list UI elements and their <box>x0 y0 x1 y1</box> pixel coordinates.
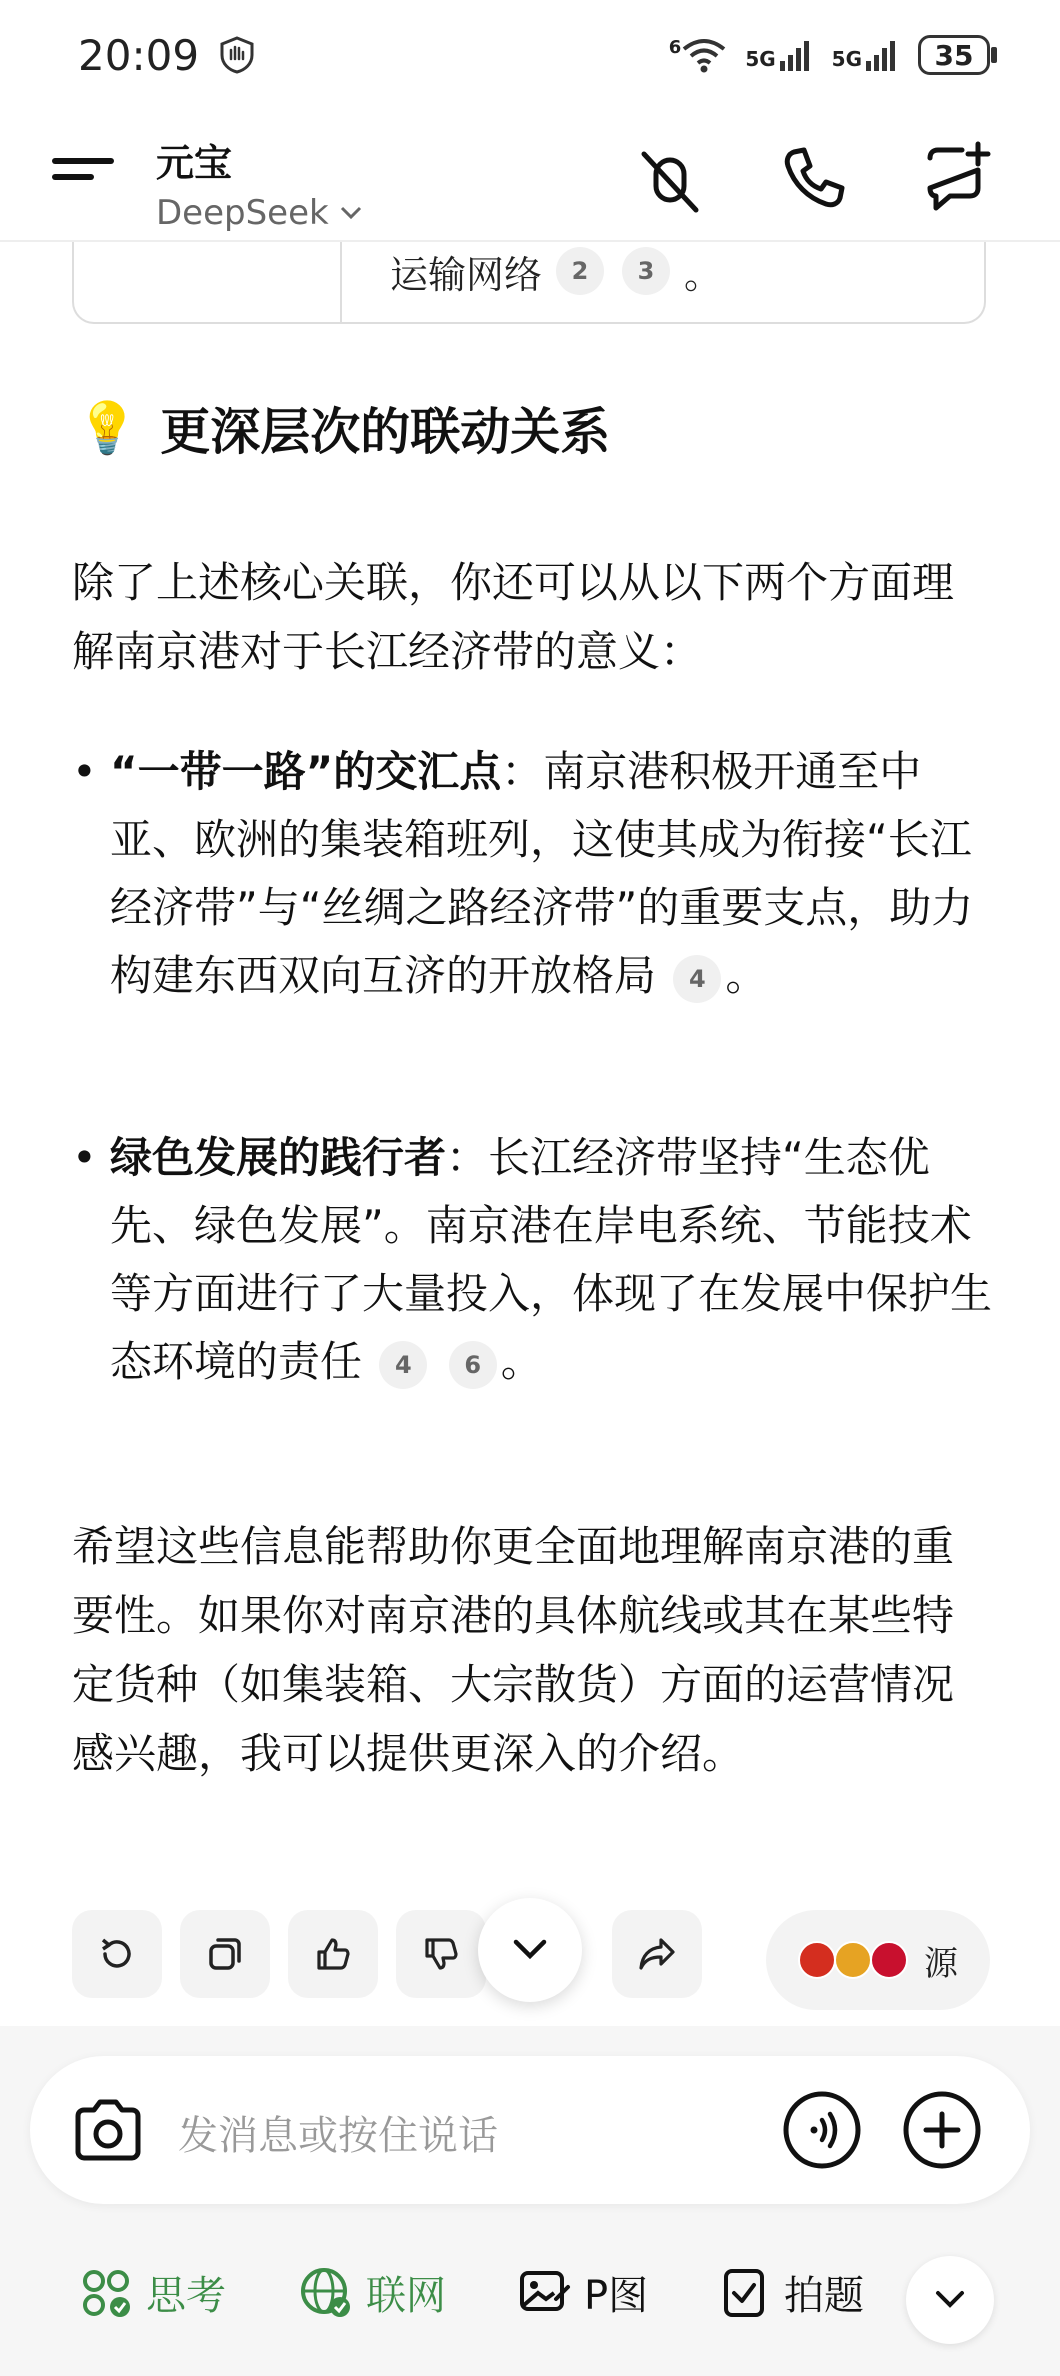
tool-bar <box>0 2248 1060 2358</box>
hand-shield-icon <box>217 35 257 75</box>
bullet-text: 长江经济带坚持“生态优先、绿色发展”。南京港在岸电系统、节能技术等方面进行了大量投入，体现了在发展中保护生态环境的责任 <box>110 1133 993 1386</box>
photo-question-icon <box>716 2265 772 2321</box>
bullet-title: 绿色发展的践行者 <box>110 1133 447 1182</box>
bullet-dot: • <box>72 747 97 796</box>
wifi-icon <box>669 37 728 73</box>
punctuation: 。 <box>725 951 768 1000</box>
tool-web-label: 联网 <box>366 2273 446 2319</box>
chevron-down-icon <box>933 2288 967 2312</box>
thumbs-up-icon <box>311 1932 355 1976</box>
voice-icon[interactable] <box>782 2090 862 2170</box>
regenerate-button[interactable] <box>72 1910 162 1998</box>
tool-photo-question[interactable] <box>716 2264 864 2321</box>
bullet-item <box>72 1124 992 1396</box>
source-avatar <box>870 1941 908 1979</box>
copy-button[interactable] <box>180 1910 270 1998</box>
share-button[interactable] <box>612 1910 702 1998</box>
new-chat-icon[interactable] <box>918 138 998 218</box>
lightbulb-icon: 💡 <box>76 398 139 457</box>
citation-badge[interactable]: 3 <box>622 247 670 295</box>
punctuation: 。 <box>684 252 723 297</box>
think-icon <box>78 2265 134 2321</box>
status-left <box>78 31 257 80</box>
like-button[interactable] <box>288 1910 378 1998</box>
tool-image-edit-label: P图 <box>584 2273 649 2319</box>
thumbs-down-icon <box>419 1932 463 1976</box>
section-heading <box>76 392 610 464</box>
scroll-down-button[interactable] <box>478 1898 582 2002</box>
message-input-placeholder[interactable]: 发消息或按住说话 <box>178 2113 498 2159</box>
signal-icon-2 <box>832 39 900 71</box>
chevron-down-icon <box>510 1936 550 1964</box>
copy-icon <box>203 1932 247 1976</box>
composer-area <box>0 2026 1060 2376</box>
model-selector[interactable] <box>156 193 363 233</box>
tool-image-edit[interactable] <box>516 2264 648 2321</box>
closing-paragraph: 希望这些信息能帮助你更全面地理解南京港的重要性。如果你对南京港的具体航线或其在某些特定货种（如集装箱、大宗散货）方面的运营情况感兴趣，我可以提供更深入的介绍。 <box>72 1522 955 1778</box>
network-label-1: 5G <box>745 47 776 71</box>
bullet-title: “一带一路”的交汇点 <box>110 747 502 796</box>
battery-indicator: 35 <box>918 35 990 75</box>
section-heading-text: 更深层次的联动关系 <box>160 403 611 461</box>
source-avatar <box>834 1941 872 1979</box>
wifi-badge: 6 <box>668 37 682 58</box>
table-fragment <box>72 242 986 324</box>
bullet-text: 南京港积极开通至中亚、欧洲的集装箱班列，这使其成为衔接“长江经济带”与“丝绸之路经济带”的重要支点，助力构建东西双向互济的开放格局 <box>110 747 974 1000</box>
globe-icon <box>298 2265 354 2321</box>
phone-icon[interactable] <box>774 138 854 218</box>
intro-paragraph: 除了上述核心关联，你还可以从以下两个方面理解南京港对于长江经济带的意义： <box>72 558 955 676</box>
more-tools-button[interactable] <box>906 2256 994 2344</box>
app-title: 元宝 <box>156 141 233 185</box>
table-cell <box>390 242 722 300</box>
model-name: DeepSeek <box>156 193 329 233</box>
network-label-2: 5G <box>831 47 862 71</box>
bullet-item <box>72 738 992 1010</box>
bullet-body <box>110 1124 992 1396</box>
source-avatar <box>798 1941 836 1979</box>
punctuation: 。 <box>500 1337 543 1386</box>
camera-icon[interactable] <box>70 2094 146 2166</box>
add-icon[interactable] <box>902 2090 982 2170</box>
mute-voice-icon[interactable] <box>630 138 710 218</box>
sources-button[interactable] <box>766 1910 990 2010</box>
chevron-down-icon <box>339 205 363 221</box>
citation-badge[interactable]: 2 <box>556 247 604 295</box>
bullet-dot: • <box>72 1133 97 1182</box>
citation-badge[interactable]: 6 <box>449 1341 497 1389</box>
citation-badge[interactable]: 4 <box>673 955 721 1003</box>
tool-think-label: 思考 <box>146 2273 226 2319</box>
table-cell-text: 运输网络 <box>390 252 543 297</box>
message-input-bar[interactable] <box>30 2056 1030 2204</box>
bullet-body <box>110 738 992 1010</box>
signal-icon-1 <box>745 39 813 71</box>
refresh-icon <box>95 1932 139 1976</box>
status-bar <box>0 0 1060 110</box>
chat-header <box>0 110 1060 242</box>
title-block[interactable] <box>156 132 363 233</box>
image-edit-icon <box>516 2265 572 2321</box>
dislike-button[interactable] <box>396 1910 486 1998</box>
table-divider <box>340 242 342 322</box>
tool-photo-question-label: 拍题 <box>784 2273 864 2319</box>
bullet-separator: ： <box>501 747 544 796</box>
citation-badge[interactable]: 4 <box>379 1341 427 1389</box>
tool-think[interactable] <box>78 2264 226 2321</box>
status-time: 20:09 <box>78 30 200 80</box>
bullet-separator: ： <box>446 1133 489 1182</box>
sources-label: 源 <box>924 1943 958 1984</box>
menu-icon[interactable] <box>52 148 114 208</box>
share-icon <box>635 1932 679 1976</box>
tool-web[interactable] <box>298 2264 446 2321</box>
status-right <box>669 35 990 75</box>
